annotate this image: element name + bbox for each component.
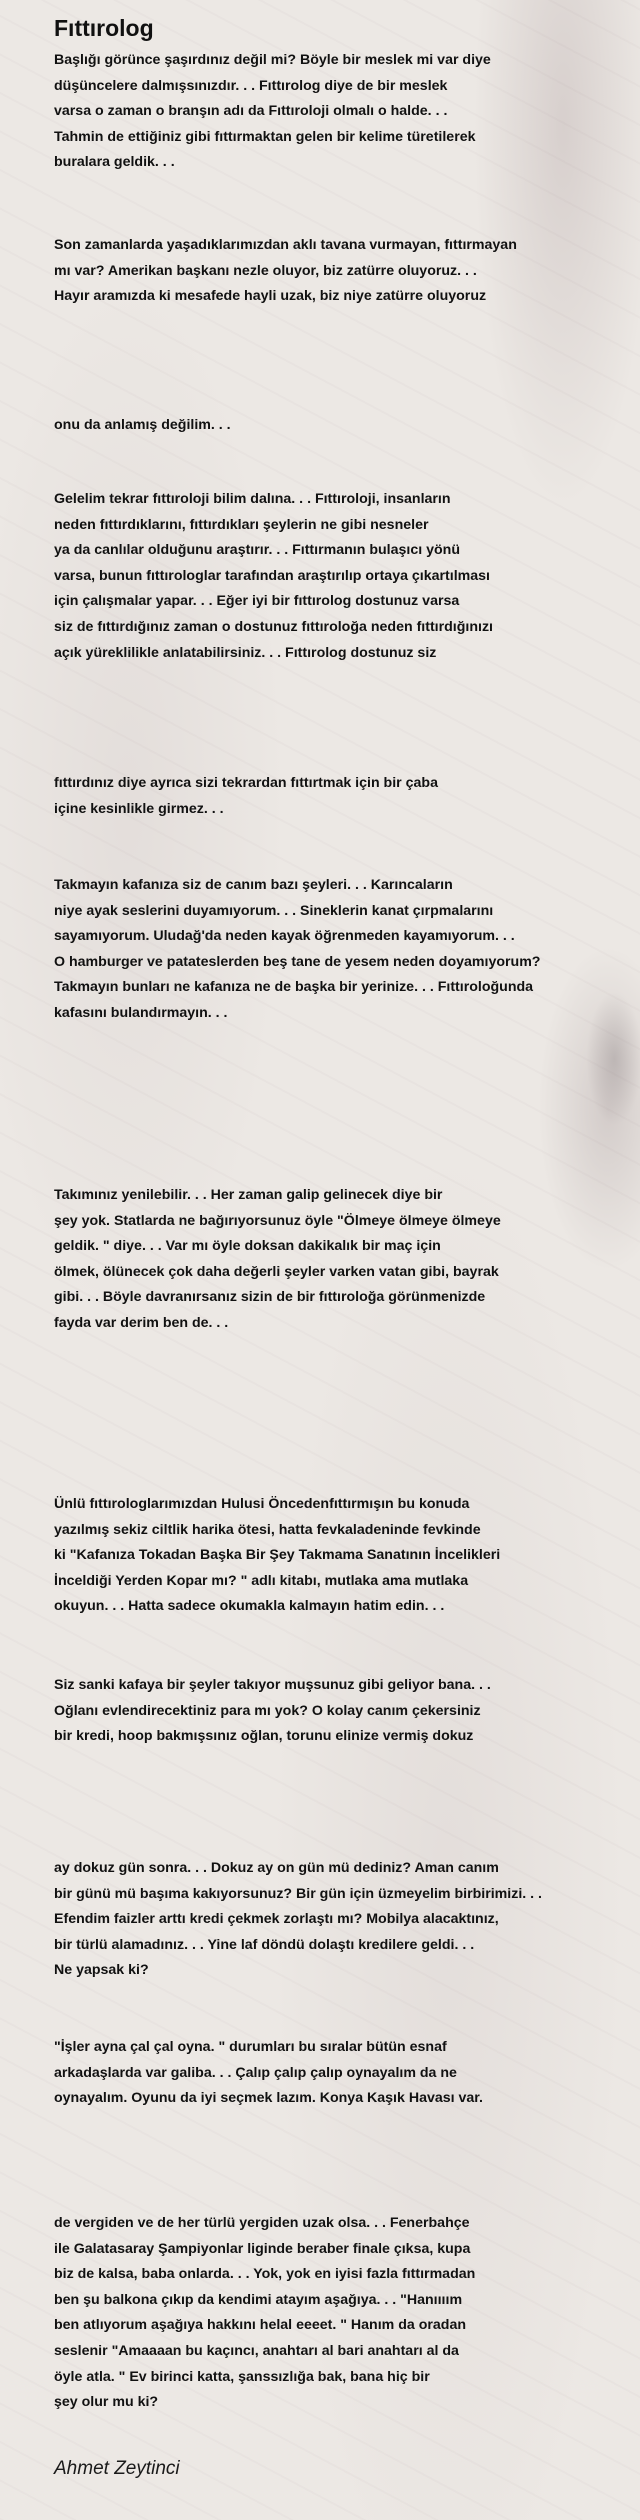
poem-line: oynayalım. Oyunu da iyi seçmek lazım. Konya Kaşık Havası var. — [54, 2090, 483, 2107]
poem-line: ay dokuz gün sonra. . . Dokuz ay on gün mü dediniz? Aman canım — [54, 1860, 499, 1876]
poem-line: için çalışmalar yapar. . . Eğer iyi bir fıttırolog dostunuz varsa — [54, 593, 460, 610]
stanza-10 — [54, 1856, 614, 1984]
poem-line: Oğlanı evlendirecektiniz para mı yok? O kolay canım çekersiniz — [54, 1702, 481, 1719]
stanza-7 — [54, 1183, 614, 1337]
poem-line: Siz sanki kafaya bir şeyler takıyor muşsunuz gibi geliyor bana. . . — [54, 1677, 491, 1693]
poem-line: ile Galatasaray Şampiyonlar liginde beraber finale çıksa, kupa — [54, 2240, 471, 2257]
poem-line: Tahmin de ettiğiniz gibi fıttırmaktan gelen bir kelime türetilerek — [54, 128, 476, 145]
poem-line: sayamıyorum. Uludağ'da neden kayak öğrenmeden kayamıyorum. . . — [54, 928, 515, 945]
poem-line: fıttırdınız diye ayrıca sizi tekrardan fıttırtmak için bir çaba — [54, 775, 438, 791]
poem-line: düşüncelere dalmışsınızdır. . . Fıttırolog diye de bir meslek — [54, 77, 448, 94]
stanza-1 — [54, 48, 614, 176]
poem-line: ben atlıyorum aşağıya hakkını helal eeeet. " Hanım da oradan — [54, 2317, 467, 2334]
poem-line: buralara geldik. . . — [54, 154, 175, 171]
poem-line: okuyun. . . Hatta sadece okumakla kalmayın hatim edin. . . — [54, 1598, 445, 1615]
poem-line: mı var? Amerikan başkanı nezle oluyor, biz zatürre oluyoruz. . . — [54, 262, 477, 279]
poem-line: şey yok. Statlarda ne bağırıyorsunuz öyle "Ölmeye ölmeye ölmeye — [54, 1212, 501, 1229]
poem-line: arkadaşlarda var galiba. . . Çalıp çalıp çalıp oynayalım da ne — [54, 2064, 457, 2081]
poem-line: Ünlü fıttırologlarımızdan Hulusi Öncedenfıttırmışın bu konuda — [54, 1496, 470, 1512]
poem-line: onu da anlamış değilim. . . — [54, 417, 231, 433]
poem-line: bir günü mü başıma kakıyorsunuz? Bir gün için üzmeyelim birbirimizi. . . — [54, 1885, 542, 1902]
poem-line: niye ayak seslerini duyamıyorum. . . Sineklerin kanat çırpmalarını — [54, 902, 494, 919]
poem-line: içine kesinlikle girmez. . . — [54, 800, 224, 817]
stanza-2 — [54, 233, 614, 310]
stanza-8 — [54, 1492, 614, 1620]
poem-line: bir kredi, hoop bakmışsınız oğlan, torunu elinize vermiş dokuz — [54, 1728, 474, 1745]
poem-line: ya da canlılar olduğunu araştırır. . . Fıttırmanın bulaşıcı yönü — [54, 542, 461, 559]
poem-line: şey olur mu ki? — [54, 2394, 159, 2411]
poem-line: varsa o zaman o branşın adı da Fıttıroloji olmalı o halde. . . — [54, 103, 448, 120]
stanza-6 — [54, 873, 614, 1027]
poem-line: ben şu balkona çıkıp da kendimi atayım aşağıya. . . "Hanıııım — [54, 2291, 463, 2308]
poem-line: "İşler ayna çal çal oyna. " durumları bu sıralar bütün esnaf — [54, 2039, 447, 2055]
poem-line: ki "Kafanıza Tokadan Başka Bir Şey Takmama Sanatının İncelikleri — [54, 1547, 501, 1564]
poem-line: Ne yapsak ki? — [54, 1962, 149, 1979]
poem-line: Son zamanlarda yaşadıklarımızdan aklı tavana vurmayan, fıttırmayan — [54, 237, 517, 253]
poem-line: Takmayın bunları ne kafanıza ne de başka bir yerinize. . . Fıttıroloğunda — [54, 979, 534, 996]
poem-line: biz de kalsa, baba onlarda. . . Yok, yok en iyisi fazla fıttırmadan — [54, 2266, 476, 2283]
poem-line: İnceldiği Yerden Kopar mı? " adlı kitabı, mutlaka ama mutlaka — [54, 1572, 469, 1589]
poem-line: bir türlü alamadınız. . . Yine laf döndü dolaştı kredilere geldi. . . — [54, 1936, 475, 1953]
stanza-11 — [54, 2035, 614, 2112]
poem-line: Hayır aramızda ki mesafede hayli uzak, biz niye zatürre oluyoruz — [54, 288, 487, 305]
poem-line: varsa, bunun fıttırologlar tarafından araştırılıp ortaya çıkartılması — [54, 567, 490, 584]
stanza-9 — [54, 1673, 614, 1750]
poem-line: Gelelim tekrar fıttıroloji bilim dalına. . . Fıttıroloji, insanların — [54, 491, 451, 507]
poem-title: Fıttırolog — [54, 15, 154, 41]
stanza-12 — [54, 2211, 614, 2416]
poem-line: Başlığı görünce şaşırdınız değil mi? Böyle bir meslek mi var diye — [54, 52, 491, 68]
poem-line: fayda var derim ben de. . . — [54, 1314, 229, 1331]
poem-line: neden fıttırdıklarını, fıttırdıkları şeylerin ne gibi nesneler — [54, 516, 429, 533]
stanza-4 — [54, 487, 614, 666]
poem-line: Efendim faizler arttı kredi çekmek zorlaştı mı? Mobilya alacaktınız, — [54, 1911, 499, 1928]
poem-line: açık yüreklilikle anlatabilirsiniz. . . Fıttırolog dostunuz siz — [54, 644, 437, 661]
poem-line: O hamburger ve patateslerden beş tane de yesem neden doyamıyorum? — [54, 953, 541, 970]
stanza-3 — [54, 413, 614, 439]
poem-line: ölmek, ölünecek çok daha değerli şeyler varken vatan gibi, bayrak — [54, 1263, 499, 1280]
poem-line: siz de fıttırdığınız zaman o dostunuz fıttıroloğa neden fıttırdığınızı — [54, 618, 494, 635]
poem-author: Ahmet Zeytinci — [54, 2458, 180, 2479]
poem-line: geldik. " diye. . . Var mı öyle doksan dakikalık bir maç için — [54, 1238, 441, 1255]
poem-line: Takmayın kafanıza siz de canım bazı şeyleri. . . Karıncaların — [54, 877, 453, 893]
poem-line: gibi. . . Böyle davranırsanız sizin de bir fıttıroloğa görünmenizde — [54, 1289, 486, 1306]
poem-line: kafasını bulandırmayın. . . — [54, 1004, 228, 1021]
stanza-5 — [54, 771, 614, 822]
poem-line: de vergiden ve de her türlü yergiden uzak olsa. . . Fenerbahçe — [54, 2215, 470, 2231]
poem-line: yazılmış sekiz ciltlik harika ötesi, hatta fevkaladeninde fevkinde — [54, 1521, 481, 1538]
poem-line: seslenir "Amaaaan bu kaçıncı, anahtarı al bari anahtarı al da — [54, 2342, 459, 2359]
poem-line: öyle atla. " Ev birinci katta, şanssızlığa bak, bana hiç bir — [54, 2368, 430, 2385]
poem-line: Takımınız yenilebilir. . . Her zaman galip gelinecek diye bir — [54, 1187, 443, 1203]
